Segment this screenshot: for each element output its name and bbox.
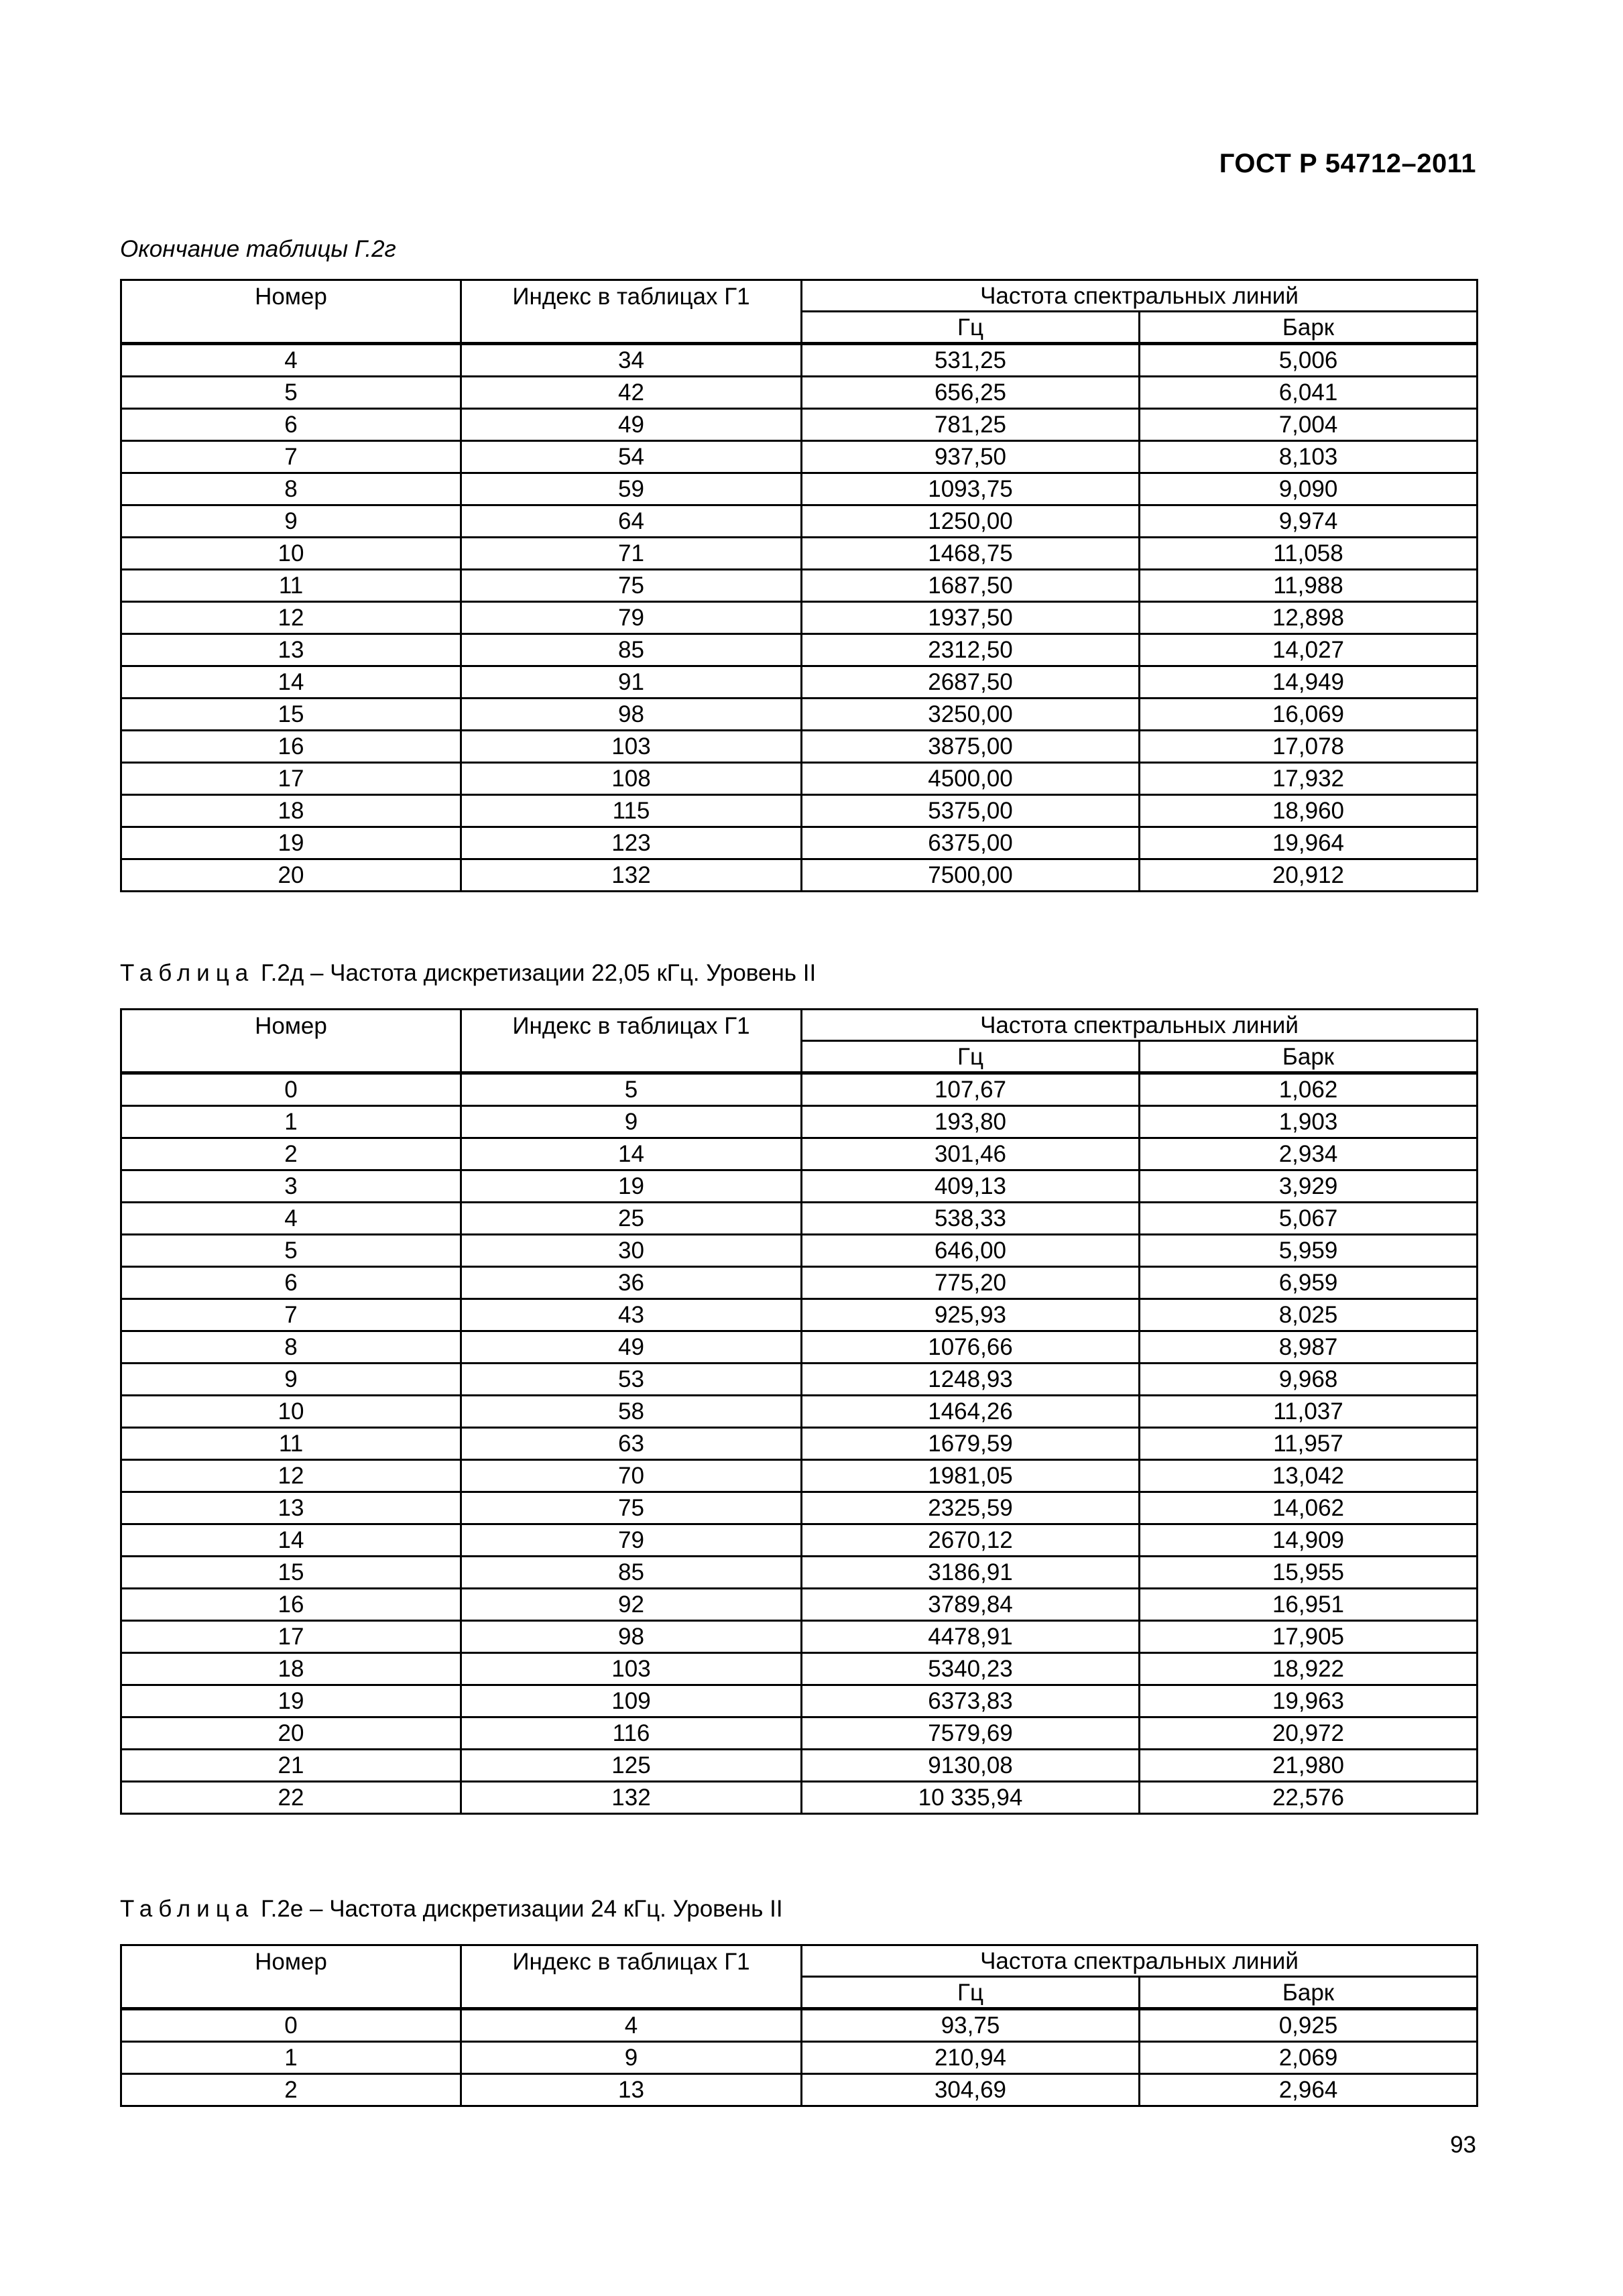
cell-index: 125 xyxy=(461,1750,802,1782)
cell-index: 79 xyxy=(461,1524,802,1557)
cell-hz: 409,13 xyxy=(802,1170,1140,1203)
cell-hz: 538,33 xyxy=(802,1203,1140,1235)
cell-bark: 3,929 xyxy=(1140,1170,1478,1203)
cell-number: 18 xyxy=(121,1653,461,1685)
cell-hz: 531,25 xyxy=(802,344,1140,377)
cell-hz: 2312,50 xyxy=(802,634,1140,666)
cell-hz: 1937,50 xyxy=(802,602,1140,634)
cell-bark: 14,062 xyxy=(1140,1492,1478,1524)
cell-hz: 7500,00 xyxy=(802,859,1140,892)
table-row xyxy=(121,1557,1478,1589)
col-header-hz: Гц xyxy=(802,1977,1140,2009)
cell-index: 59 xyxy=(461,473,802,505)
cell-number: 18 xyxy=(121,795,461,827)
table-row xyxy=(121,699,1478,731)
cell-bark: 12,898 xyxy=(1140,602,1478,634)
cell-number: 14 xyxy=(121,666,461,699)
cell-number: 10 xyxy=(121,538,461,570)
cell-index: 54 xyxy=(461,441,802,473)
table-row xyxy=(121,602,1478,634)
col-header-number: Номер xyxy=(121,1945,461,2009)
table-row xyxy=(121,1203,1478,1235)
cell-bark: 11,037 xyxy=(1140,1396,1478,1428)
cell-index: 71 xyxy=(461,538,802,570)
table-row xyxy=(121,377,1478,409)
cell-number: 15 xyxy=(121,699,461,731)
cell-index: 103 xyxy=(461,1653,802,1685)
cell-hz: 6373,83 xyxy=(802,1685,1140,1717)
cell-index: 34 xyxy=(461,344,802,377)
cell-index: 123 xyxy=(461,827,802,859)
cell-number: 1 xyxy=(121,2042,461,2074)
cell-bark: 5,067 xyxy=(1140,1203,1478,1235)
table-row xyxy=(121,763,1478,795)
cell-index: 63 xyxy=(461,1428,802,1460)
cell-number: 16 xyxy=(121,731,461,763)
table-row xyxy=(121,2074,1478,2106)
table-row xyxy=(121,473,1478,505)
table-row xyxy=(121,1524,1478,1557)
cell-hz: 304,69 xyxy=(802,2074,1140,2106)
table-row xyxy=(121,1685,1478,1717)
cell-hz: 1687,50 xyxy=(802,570,1140,602)
table-row xyxy=(121,409,1478,441)
cell-hz: 5375,00 xyxy=(802,795,1140,827)
cell-number: 6 xyxy=(121,1267,461,1299)
table-row xyxy=(121,344,1478,377)
cell-index: 132 xyxy=(461,1782,802,1814)
col-header-frequency: Частота спектральных линий xyxy=(802,1010,1478,1041)
cell-number: 5 xyxy=(121,1235,461,1267)
cell-index: 36 xyxy=(461,1267,802,1299)
cell-index: 108 xyxy=(461,763,802,795)
table-row xyxy=(121,666,1478,699)
cell-number: 2 xyxy=(121,1138,461,1170)
cell-number: 7 xyxy=(121,1299,461,1331)
table-row xyxy=(121,1782,1478,1814)
cell-hz: 5340,23 xyxy=(802,1653,1140,1685)
table-row xyxy=(121,795,1478,827)
col-header-bark: Барк xyxy=(1140,1041,1478,1073)
cell-index: 4 xyxy=(461,2009,802,2042)
cell-number: 4 xyxy=(121,1203,461,1235)
table-row xyxy=(121,1106,1478,1138)
cell-number: 9 xyxy=(121,505,461,538)
col-header-hz: Гц xyxy=(802,1041,1140,1073)
cell-hz: 9130,08 xyxy=(802,1750,1140,1782)
cell-bark: 7,004 xyxy=(1140,409,1478,441)
cell-bark: 5,959 xyxy=(1140,1235,1478,1267)
cell-hz: 1076,66 xyxy=(802,1331,1140,1364)
cell-hz: 93,75 xyxy=(802,2009,1140,2042)
cell-bark: 8,103 xyxy=(1140,441,1478,473)
table-row xyxy=(121,1267,1478,1299)
table-row xyxy=(121,538,1478,570)
cell-bark: 1,062 xyxy=(1140,1073,1478,1106)
table-row xyxy=(121,1235,1478,1267)
table-row xyxy=(121,1750,1478,1782)
table-row xyxy=(121,634,1478,666)
cell-index: 49 xyxy=(461,409,802,441)
cell-hz: 1248,93 xyxy=(802,1364,1140,1396)
table-row xyxy=(121,2042,1478,2074)
cell-hz: 3250,00 xyxy=(802,699,1140,731)
document-header: ГОСТ Р 54712–2011 xyxy=(1219,149,1476,178)
cell-number: 4 xyxy=(121,344,461,377)
cell-index: 19 xyxy=(461,1170,802,1203)
table-row xyxy=(121,1460,1478,1492)
cell-index: 132 xyxy=(461,859,802,892)
cell-bark: 18,922 xyxy=(1140,1653,1478,1685)
cell-number: 15 xyxy=(121,1557,461,1589)
cell-hz: 775,20 xyxy=(802,1267,1140,1299)
table-row xyxy=(121,1138,1478,1170)
col-header-number: Номер xyxy=(121,280,461,344)
cell-number: 19 xyxy=(121,1685,461,1717)
table3-caption xyxy=(120,1896,783,1923)
cell-number: 22 xyxy=(121,1782,461,1814)
cell-index: 75 xyxy=(461,570,802,602)
cell-index: 58 xyxy=(461,1396,802,1428)
cell-number: 14 xyxy=(121,1524,461,1557)
table-row xyxy=(121,731,1478,763)
cell-hz: 2325,59 xyxy=(802,1492,1140,1524)
cell-number: 5 xyxy=(121,377,461,409)
frequency-table-g2e xyxy=(120,1944,1478,2107)
cell-index: 85 xyxy=(461,634,802,666)
cell-index: 5 xyxy=(461,1073,802,1106)
cell-bark: 8,025 xyxy=(1140,1299,1478,1331)
col-header-number: Номер xyxy=(121,1010,461,1073)
cell-hz: 6375,00 xyxy=(802,827,1140,859)
cell-bark: 21,980 xyxy=(1140,1750,1478,1782)
cell-hz: 4500,00 xyxy=(802,763,1140,795)
cell-index: 42 xyxy=(461,377,802,409)
cell-index: 53 xyxy=(461,1364,802,1396)
table1-caption: Окончание таблицы Г.2г xyxy=(120,236,396,262)
cell-index: 109 xyxy=(461,1685,802,1717)
table-row xyxy=(121,441,1478,473)
cell-number: 19 xyxy=(121,827,461,859)
cell-index: 75 xyxy=(461,1492,802,1524)
cell-hz: 210,94 xyxy=(802,2042,1140,2074)
cell-bark: 8,987 xyxy=(1140,1331,1478,1364)
table-row xyxy=(121,1299,1478,1331)
cell-number: 11 xyxy=(121,1428,461,1460)
table3-caption-text: Г.2е – Частота дискретизации 24 кГц. Уровень II xyxy=(254,1896,783,1922)
cell-index: 116 xyxy=(461,1717,802,1750)
cell-index: 9 xyxy=(461,1106,802,1138)
cell-bark: 6,041 xyxy=(1140,377,1478,409)
cell-hz: 3186,91 xyxy=(802,1557,1140,1589)
cell-bark: 20,972 xyxy=(1140,1717,1478,1750)
cell-bark: 20,912 xyxy=(1140,859,1478,892)
cell-bark: 19,964 xyxy=(1140,827,1478,859)
cell-number: 17 xyxy=(121,763,461,795)
cell-number: 10 xyxy=(121,1396,461,1428)
cell-hz: 10 335,94 xyxy=(802,1782,1140,1814)
cell-number: 12 xyxy=(121,1460,461,1492)
frequency-table-g2d xyxy=(120,1008,1478,1815)
cell-bark: 13,042 xyxy=(1140,1460,1478,1492)
table2-caption-label: Таблица xyxy=(120,960,255,986)
cell-bark: 15,955 xyxy=(1140,1557,1478,1589)
cell-hz: 925,93 xyxy=(802,1299,1140,1331)
cell-bark: 11,988 xyxy=(1140,570,1478,602)
cell-bark: 9,090 xyxy=(1140,473,1478,505)
cell-bark: 18,960 xyxy=(1140,795,1478,827)
cell-number: 7 xyxy=(121,441,461,473)
table-row xyxy=(121,1396,1478,1428)
cell-hz: 781,25 xyxy=(802,409,1140,441)
cell-hz: 1464,26 xyxy=(802,1396,1140,1428)
cell-bark: 9,974 xyxy=(1140,505,1478,538)
cell-index: 70 xyxy=(461,1460,802,1492)
table-row xyxy=(121,1331,1478,1364)
cell-index: 91 xyxy=(461,666,802,699)
cell-index: 98 xyxy=(461,699,802,731)
table-row xyxy=(121,1717,1478,1750)
col-header-index: Индекс в таблицах Г1 xyxy=(461,280,802,344)
page-number: 93 xyxy=(1450,2132,1476,2158)
cell-bark: 14,027 xyxy=(1140,634,1478,666)
cell-number: 8 xyxy=(121,473,461,505)
table-row xyxy=(121,570,1478,602)
cell-number: 6 xyxy=(121,409,461,441)
cell-number: 20 xyxy=(121,1717,461,1750)
cell-hz: 7579,69 xyxy=(802,1717,1140,1750)
cell-index: 13 xyxy=(461,2074,802,2106)
cell-index: 49 xyxy=(461,1331,802,1364)
cell-bark: 14,909 xyxy=(1140,1524,1478,1557)
table-row xyxy=(121,1621,1478,1653)
table-row xyxy=(121,1428,1478,1460)
cell-number: 20 xyxy=(121,859,461,892)
cell-bark: 2,934 xyxy=(1140,1138,1478,1170)
cell-number: 0 xyxy=(121,2009,461,2042)
cell-number: 21 xyxy=(121,1750,461,1782)
cell-bark: 5,006 xyxy=(1140,344,1478,377)
cell-index: 14 xyxy=(461,1138,802,1170)
cell-hz: 1468,75 xyxy=(802,538,1140,570)
cell-index: 30 xyxy=(461,1235,802,1267)
cell-hz: 301,46 xyxy=(802,1138,1140,1170)
cell-hz: 4478,91 xyxy=(802,1621,1140,1653)
table-row xyxy=(121,1492,1478,1524)
cell-bark: 17,932 xyxy=(1140,763,1478,795)
cell-bark: 11,058 xyxy=(1140,538,1478,570)
col-header-frequency: Частота спектральных линий xyxy=(802,280,1478,312)
cell-hz: 2687,50 xyxy=(802,666,1140,699)
table-row xyxy=(121,1364,1478,1396)
cell-bark: 19,963 xyxy=(1140,1685,1478,1717)
col-header-bark: Барк xyxy=(1140,1977,1478,2009)
cell-number: 3 xyxy=(121,1170,461,1203)
col-header-frequency: Частота спектральных линий xyxy=(802,1945,1478,1977)
col-header-bark: Барк xyxy=(1140,312,1478,344)
cell-index: 25 xyxy=(461,1203,802,1235)
cell-index: 92 xyxy=(461,1589,802,1621)
cell-hz: 937,50 xyxy=(802,441,1140,473)
col-header-index: Индекс в таблицах Г1 xyxy=(461,1010,802,1073)
cell-number: 13 xyxy=(121,634,461,666)
table2-caption xyxy=(120,960,816,987)
table-row xyxy=(121,1170,1478,1203)
cell-bark: 17,078 xyxy=(1140,731,1478,763)
table3-caption-label: Таблица xyxy=(120,1896,255,1922)
cell-bark: 6,959 xyxy=(1140,1267,1478,1299)
cell-bark: 17,905 xyxy=(1140,1621,1478,1653)
cell-hz: 107,67 xyxy=(802,1073,1140,1106)
cell-hz: 193,80 xyxy=(802,1106,1140,1138)
cell-index: 9 xyxy=(461,2042,802,2074)
cell-bark: 2,964 xyxy=(1140,2074,1478,2106)
table-row xyxy=(121,1073,1478,1106)
cell-hz: 1093,75 xyxy=(802,473,1140,505)
cell-index: 85 xyxy=(461,1557,802,1589)
cell-index: 79 xyxy=(461,602,802,634)
cell-number: 1 xyxy=(121,1106,461,1138)
cell-number: 0 xyxy=(121,1073,461,1106)
col-header-index: Индекс в таблицах Г1 xyxy=(461,1945,802,2009)
cell-number: 12 xyxy=(121,602,461,634)
cell-hz: 656,25 xyxy=(802,377,1140,409)
cell-hz: 1679,59 xyxy=(802,1428,1140,1460)
table-row xyxy=(121,1653,1478,1685)
cell-hz: 3789,84 xyxy=(802,1589,1140,1621)
cell-index: 115 xyxy=(461,795,802,827)
cell-hz: 3875,00 xyxy=(802,731,1140,763)
cell-number: 8 xyxy=(121,1331,461,1364)
cell-index: 103 xyxy=(461,731,802,763)
cell-bark: 1,903 xyxy=(1140,1106,1478,1138)
cell-bark: 9,968 xyxy=(1140,1364,1478,1396)
table-row xyxy=(121,505,1478,538)
cell-bark: 11,957 xyxy=(1140,1428,1478,1460)
cell-number: 9 xyxy=(121,1364,461,1396)
cell-index: 64 xyxy=(461,505,802,538)
cell-hz: 1250,00 xyxy=(802,505,1140,538)
cell-bark: 2,069 xyxy=(1140,2042,1478,2074)
cell-bark: 16,951 xyxy=(1140,1589,1478,1621)
table-row xyxy=(121,2009,1478,2042)
cell-number: 11 xyxy=(121,570,461,602)
cell-index: 43 xyxy=(461,1299,802,1331)
cell-bark: 0,925 xyxy=(1140,2009,1478,2042)
col-header-hz: Гц xyxy=(802,312,1140,344)
table-row xyxy=(121,827,1478,859)
cell-bark: 14,949 xyxy=(1140,666,1478,699)
table2-caption-text: Г.2д – Частота дискретизации 22,05 кГц. Уровень II xyxy=(254,960,817,986)
frequency-table-g2g xyxy=(120,279,1478,892)
cell-hz: 646,00 xyxy=(802,1235,1140,1267)
cell-number: 2 xyxy=(121,2074,461,2106)
cell-number: 17 xyxy=(121,1621,461,1653)
cell-number: 13 xyxy=(121,1492,461,1524)
cell-bark: 16,069 xyxy=(1140,699,1478,731)
table-row xyxy=(121,1589,1478,1621)
cell-bark: 22,576 xyxy=(1140,1782,1478,1814)
cell-hz: 1981,05 xyxy=(802,1460,1140,1492)
cell-number: 16 xyxy=(121,1589,461,1621)
cell-hz: 2670,12 xyxy=(802,1524,1140,1557)
table-row xyxy=(121,859,1478,892)
cell-index: 98 xyxy=(461,1621,802,1653)
